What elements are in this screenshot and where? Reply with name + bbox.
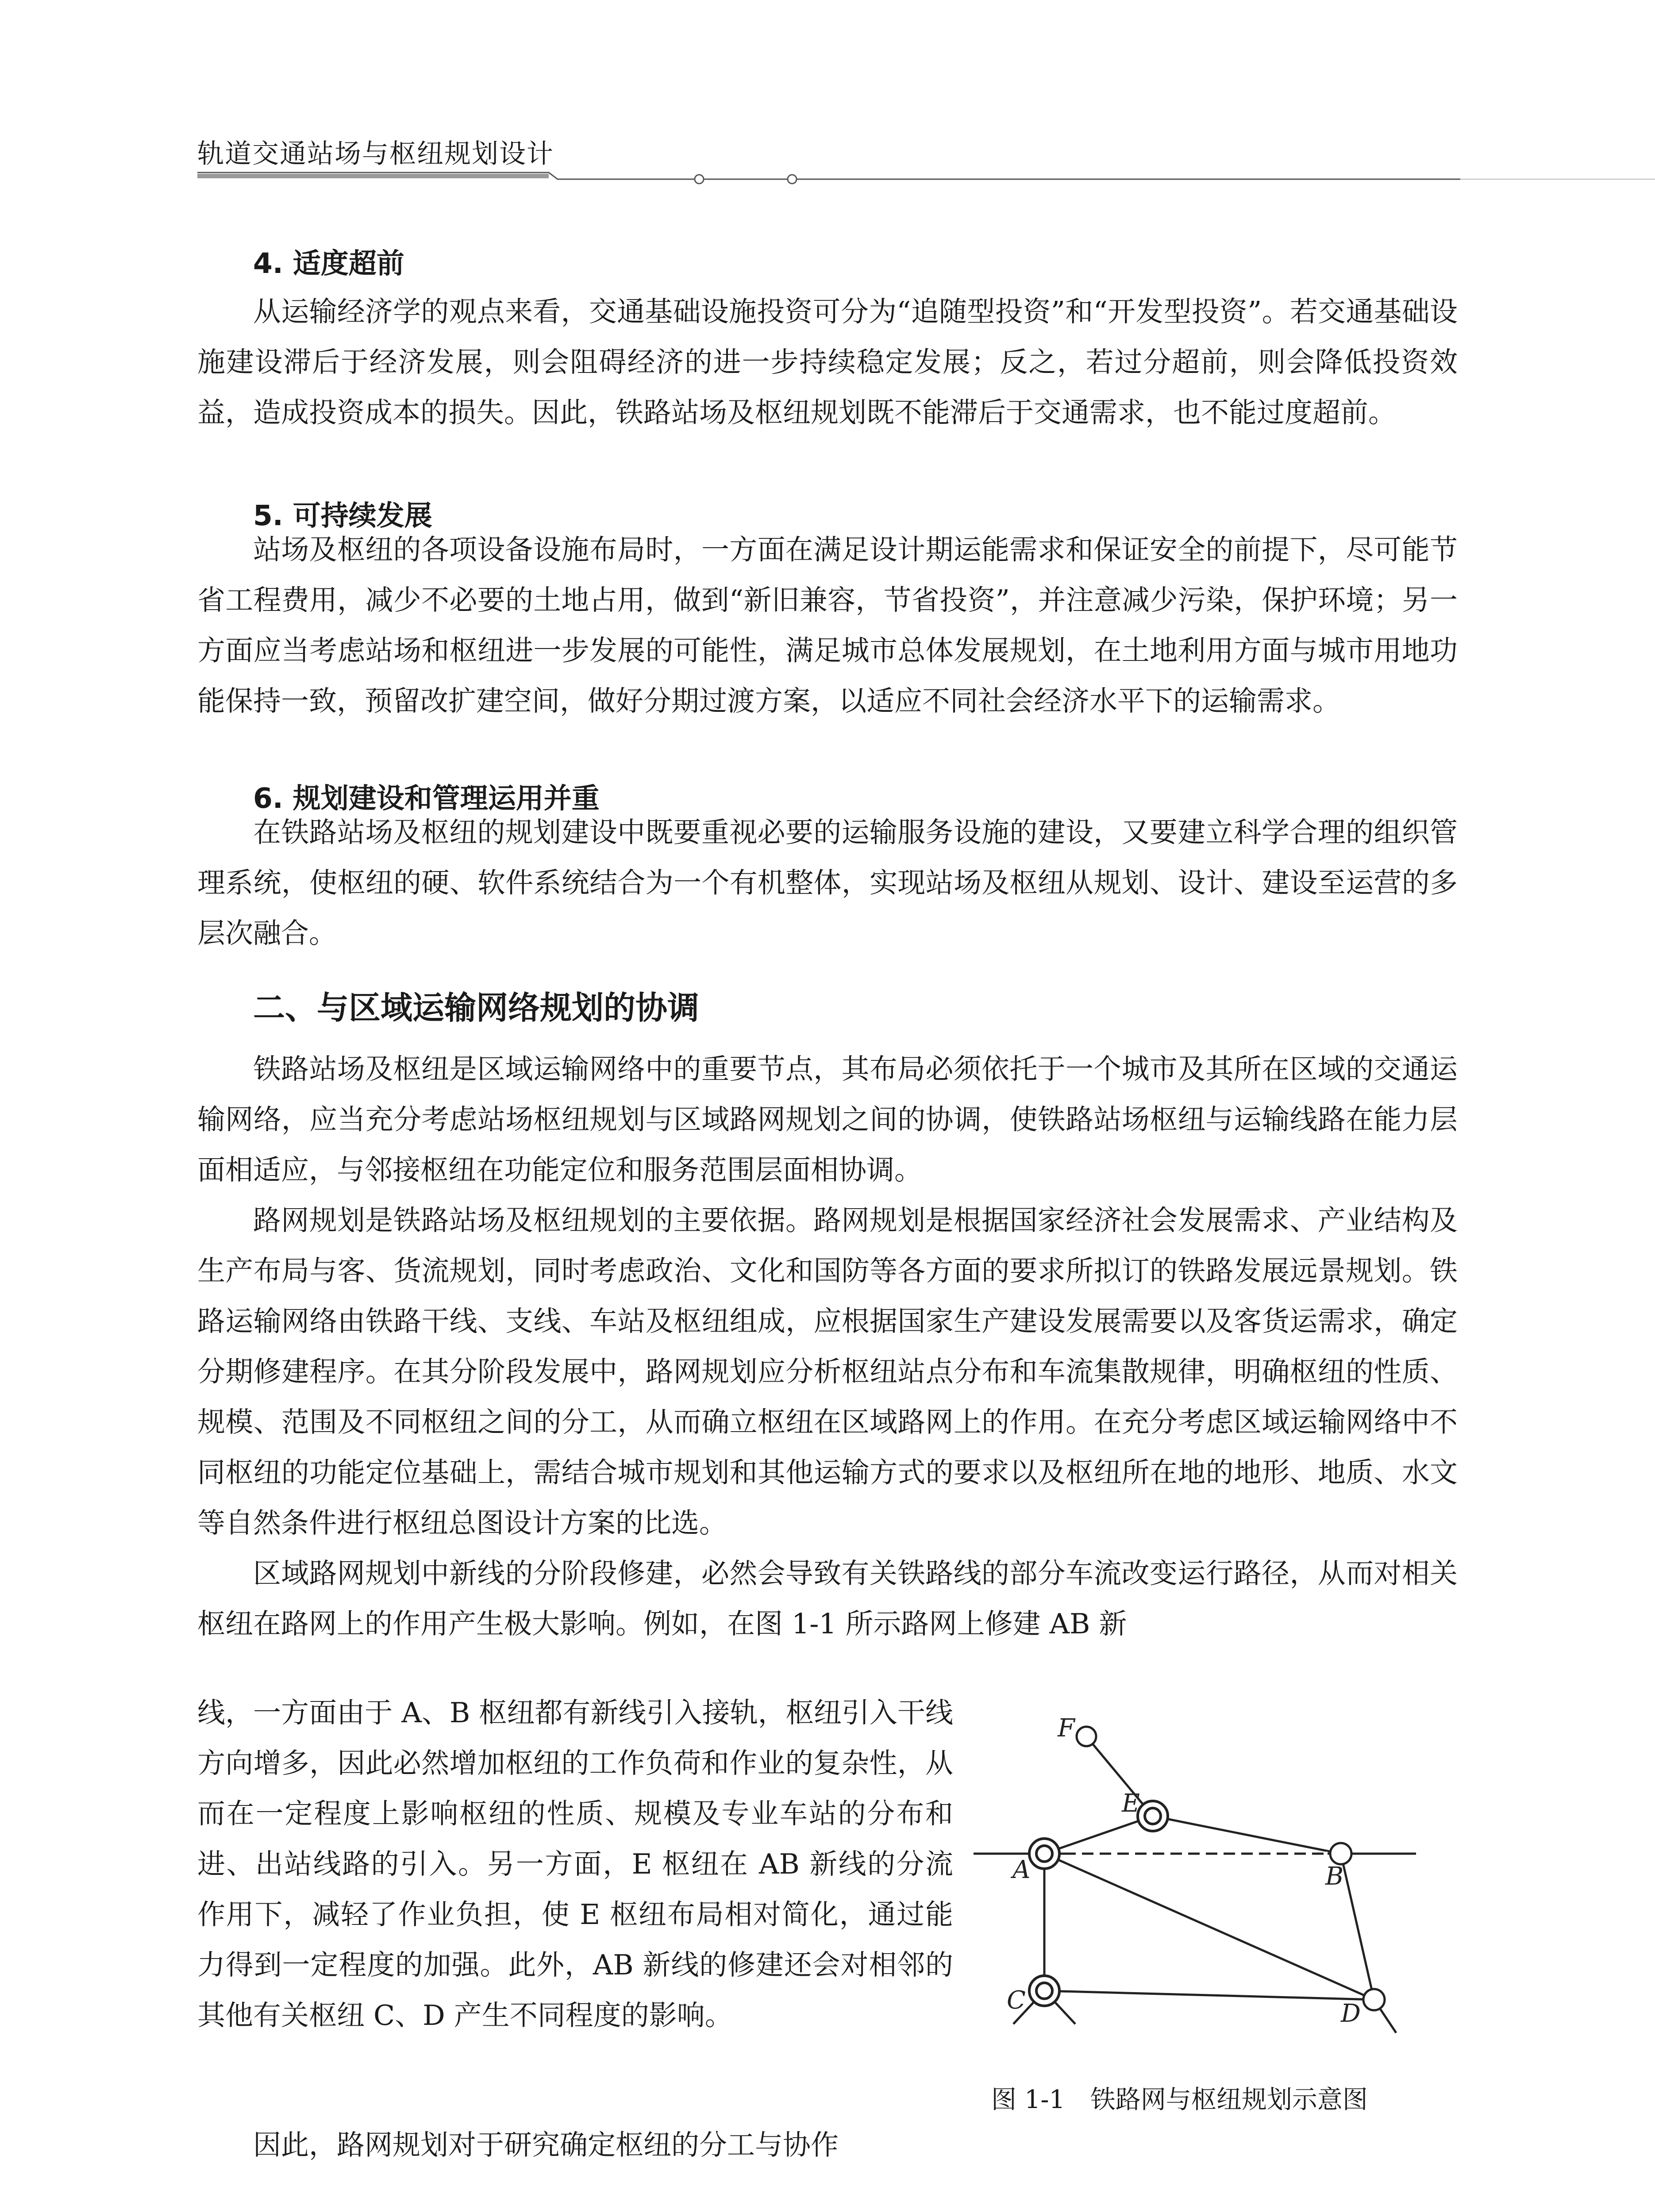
label-f: F	[1058, 1714, 1075, 1743]
node-c-inner	[1036, 1983, 1052, 1999]
node-a-inner	[1036, 1846, 1052, 1862]
chapter-2-heading: 二、与区域运输网络规划的协调	[253, 989, 700, 1026]
section-5-heading: 5. 可持续发展	[253, 499, 432, 532]
header-rule	[0, 159, 1655, 195]
chapter-2-paragraph-3: 区域路网规划中新线的分阶段修建，必然会导致有关铁路线的部分车流改变运行路径，从而对相关枢纽在路网上的作用产生极大影响。例如，在图 1-1 所示路网上修建 AB 新	[197, 1557, 1458, 1640]
section-4-paragraph: 从运输经济学的观点来看，交通基础设施投资可分为“追随型投资”和“开发型投资”。若交通基础设施建设滞后于经济发展，则会阻碍经济的进一步持续稳定发展；反之，若过分超前，则会降低投资效益，造成投资成本的损失。因此，铁路站场及枢纽规划既不能滞后于交通需求，也不能过度超前。	[197, 296, 1458, 429]
section-4-body	[197, 287, 1458, 438]
chapter-2-paragraph-4-start: 因此，路网规划对于研究确定枢纽的分工与协作	[253, 2129, 839, 2161]
line-e-a	[1044, 1816, 1153, 1854]
section-5-body	[197, 525, 1458, 726]
chapter-2-paragraph-2: 路网规划是铁路站场及枢纽规划的主要依据。路网规划是根据国家经济社会发展需求、产业结构及生产布局与客、货流规划，同时考虑政治、文化和国防等各方面的要求所拟订的铁路发展远景规划。铁路运输网络由铁路干线、支线、车站及枢纽组成，应根据国家生产建设发展需要以及客货运需求，确定分期修建程序。在其分阶段发展中，路网规划应分析枢纽站点分布和车流集散规律，明确枢纽的性质、规模、范围及不同枢纽之间的分工，从而确立枢纽在区域路网上的作用。在充分考虑区域运输网络中不同枢纽的功能定位基础上，需结合城市规划和其他运输方式的要求以及枢纽所在地的地形、地质、水文等自然条件进行枢纽总图设计方案的比选。	[197, 1204, 1458, 1539]
label-c: C	[1007, 1986, 1026, 2015]
section-6-heading: 6. 规划建设和管理运用并重	[253, 782, 600, 814]
section-6-body	[197, 807, 1458, 959]
label-e: E	[1122, 1789, 1140, 1818]
line-e-b	[1153, 1816, 1341, 1854]
section-4-heading: 4. 适度超前	[253, 247, 404, 280]
chapter-2-body	[197, 1044, 1458, 1649]
node-f	[1077, 1727, 1096, 1746]
line-c-d	[1044, 1991, 1374, 2000]
node-b	[1330, 1843, 1351, 1864]
chapter-2-paragraph-3-continued: 线，一方面由于 A、B 枢纽都有新线引入接轨，枢纽引入干线方向增多，因此必然增加枢纽的工作负荷和作业的复杂性，从而在一定程度上影响枢纽的性质、规模及专业车站的分布和进、出站线路的引入。另一方面，E 枢纽在 AB 新线的分流作用下，减轻了作业负担，使 E 枢纽布局相对简化，通过能力得到一定程度的加强。此外，AB 新线的修建还会对相邻的其他有关枢纽 C、D 产生不同程度的影响。	[197, 1697, 953, 2032]
label-a: A	[1012, 1855, 1031, 1884]
label-b: B	[1325, 1862, 1344, 1891]
node-e-inner	[1145, 1808, 1161, 1824]
running-header-title: 轨道交通站场与枢纽规划设计	[197, 138, 554, 169]
section-5-paragraph: 站场及枢纽的各项设备设施布局时，一方面在满足设计期运能需求和保证安全的前提下，尽可能节省工程费用，减少不必要的土地占用，做到“新旧兼容，节省投资”，并注意减少污染，保护环境；另一方面应当考虑站场和枢纽进一步发展的可能性，满足城市总体发展规划，在土地利用方面与城市用地功能保持一致，预留改扩建空间，做好分期过渡方案，以适应不同社会经济水平下的运输需求。	[197, 534, 1458, 717]
line-a-d	[1044, 1854, 1374, 2000]
figure-caption: 图 1-1 铁路网与枢纽规划示意图	[991, 2085, 1368, 2114]
chapter-2-paragraph-1: 铁路站场及枢纽是区域运输网络中的重要节点，其布局必须依托于一个城市及其所在区域的交通运输网络，应当充分考虑站场枢纽规划与区域路网规划之间的协调，使铁路站场枢纽与运输线路在能力层面相适应，与邻接枢纽在功能定位和服务范围层面相协调。	[197, 1053, 1458, 1186]
line-b-d	[1341, 1854, 1374, 2000]
railway-network-figure	[974, 1703, 1478, 2070]
label-d: D	[1341, 1999, 1361, 2028]
node-d	[1363, 1989, 1385, 2010]
section-6-paragraph: 在铁路站场及枢纽的规划建设中既要重视必要的运输服务设施的建设，又要建立科学合理的组织管理系统，使枢纽的硬、软件系统结合为一个有机整体，实现站场及枢纽从规划、设计、建设至运营的多层次融合。	[197, 816, 1458, 949]
wrapped-text-block	[197, 1688, 953, 2041]
